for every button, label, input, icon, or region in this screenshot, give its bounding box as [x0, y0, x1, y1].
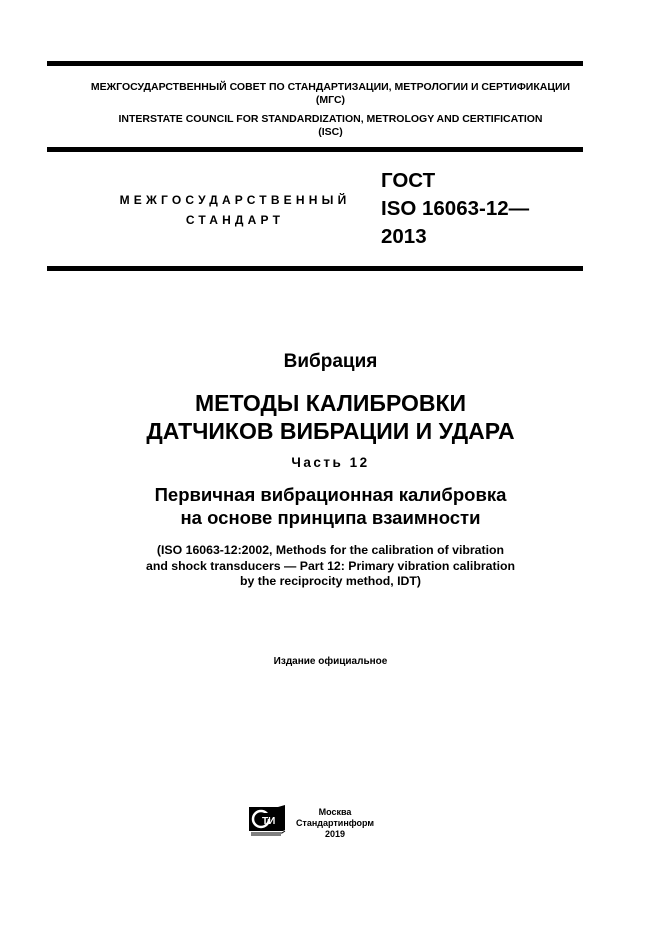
iso-reference-line1: (ISO 16063-12:2002, Methods for the calibration of vibration [156, 543, 505, 557]
sub-title-line1: Первичная вибрационная калибровка [154, 484, 507, 505]
standard-code-line2: ISO 16063-12— [381, 197, 530, 220]
council-ru-abbr: (МГС) [315, 94, 346, 106]
standard-code [381, 167, 529, 251]
standartinform-logo-icon [248, 804, 286, 838]
svg-text:ТИ: ТИ [262, 816, 276, 827]
main-title-line2: ДАТЧИКОВ ВИБРАЦИИ И УДАРА [146, 418, 515, 444]
middle-rule [47, 147, 583, 152]
iso-reference-line3: by the reciprocity method, IDT) [239, 574, 422, 588]
sub-title [0, 483, 661, 529]
edition-label: Издание официальное [273, 656, 388, 667]
publisher-info [295, 807, 375, 840]
council-ru-name: МЕЖГОСУДАРСТВЕННЫЙ СОВЕТ ПО СТАНДАРТИЗАЦИИ, МЕТРОЛОГИИ И СЕРТИФИКАЦИИ [90, 81, 571, 93]
top-rule [47, 61, 583, 66]
publisher-city: Москва [318, 807, 352, 817]
standard-code-line3: 2013 [381, 225, 427, 248]
standard-code-line1: ГОСТ [381, 169, 436, 192]
iso-reference-line2: and shock transducers — Part 12: Primary vibration calibration [145, 558, 516, 573]
council-en-abbr: (ISC) [318, 126, 343, 138]
publisher-year: 2019 [324, 829, 346, 839]
council-en-name: INTERSTATE COUNCIL FOR STANDARDIZATION, METROLOGY AND CERTIFICATION [118, 113, 543, 125]
standard-type [95, 190, 375, 230]
standard-type-line2: СТАНДАРТ [185, 213, 285, 227]
standard-type-line1: МЕЖГОСУДАРСТВЕННЫЙ [119, 193, 351, 207]
iso-reference [0, 543, 661, 590]
main-title [0, 389, 661, 445]
council-ru [0, 81, 661, 107]
main-title-line1: МЕТОДЫ КАЛИБРОВКИ [194, 390, 467, 416]
publisher-name: Стандартинформ [295, 818, 375, 828]
bottom-rule [47, 266, 583, 271]
part-number: Часть 12 [291, 455, 370, 470]
council-en [0, 113, 661, 139]
subject-heading: Вибрация [283, 351, 378, 372]
sub-title-line2: на основе принципа взаимности [180, 507, 481, 528]
